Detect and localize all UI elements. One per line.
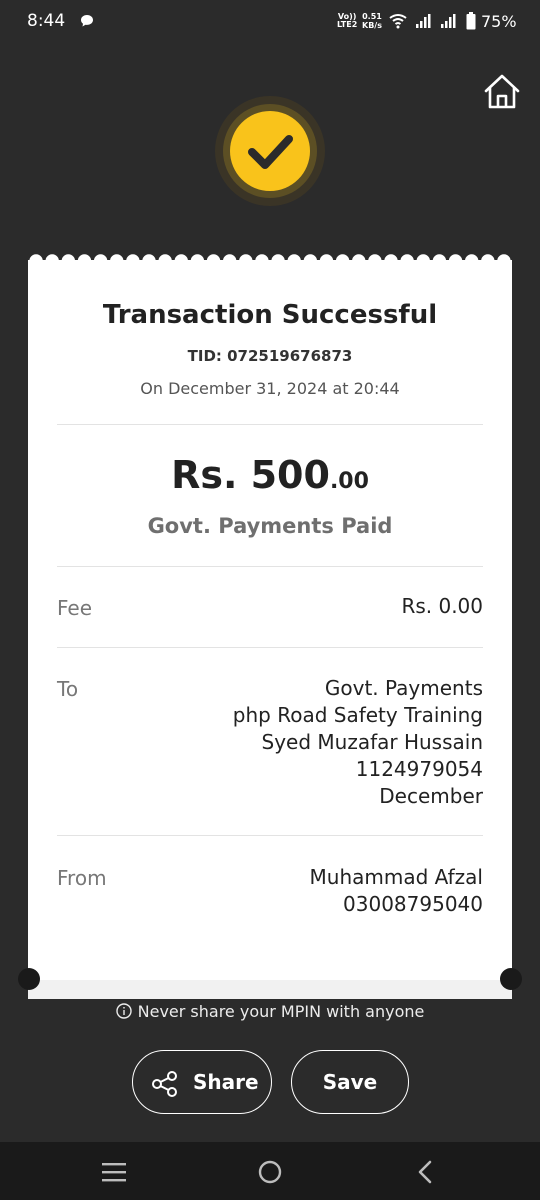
volte-indicator (337, 13, 357, 29)
volte-bottom-text: LTE2 (337, 20, 358, 29)
checkmark-icon (214, 95, 326, 207)
mpin-warning-text: Never share your MPIN with anyone (137, 1002, 425, 1021)
speed-unit: KB/s (362, 21, 382, 30)
signal-strength-icon (439, 13, 457, 29)
amount-decimal: .00 (329, 469, 369, 494)
receipt-notch-left (18, 968, 40, 990)
share-button[interactable] (132, 1050, 272, 1114)
status-time: 8:44 (27, 11, 66, 31)
divider (57, 424, 483, 425)
battery-percent: 75% (481, 12, 517, 31)
receipt-title: Transaction Successful (102, 300, 438, 330)
amount-main: Rs. 500 (171, 453, 330, 497)
signal-strength-icon (414, 13, 432, 29)
info-icon (116, 1003, 132, 1019)
nav-home-icon[interactable] (257, 1159, 283, 1185)
back-icon[interactable] (414, 1159, 436, 1185)
system-navigation-bar (0, 1142, 540, 1200)
status-bar (0, 0, 540, 44)
receipt-bottom-strip (28, 980, 512, 999)
network-speed (362, 12, 382, 30)
from-line: Muhammad Afzal (309, 865, 483, 889)
share-button-label: Share (193, 1070, 259, 1094)
transaction-id: TID: 072519676873 (187, 347, 353, 365)
to-line: 1124979054 (355, 757, 483, 781)
home-icon[interactable] (482, 72, 522, 112)
to-line: Govt. Payments (324, 676, 483, 700)
to-line: Syed Muzafar Hussain (261, 730, 483, 754)
fee-label: Fee (57, 596, 93, 620)
from-label: From (57, 866, 107, 890)
volte-top-text: Vo)) (337, 12, 357, 21)
save-button-label: Save (322, 1070, 378, 1094)
wifi-icon (389, 13, 407, 29)
fee-value (401, 593, 483, 620)
recent-apps-icon[interactable] (100, 1161, 128, 1183)
to-label: To (57, 677, 79, 701)
divider (57, 835, 483, 836)
mpin-warning (0, 1002, 540, 1021)
speed-value: 0.51 (362, 12, 382, 21)
divider (57, 647, 483, 648)
amount-caption: Govt. Payments Paid (147, 514, 393, 538)
to-line: php Road Safety Training (232, 703, 483, 727)
to-details (233, 675, 483, 810)
save-button[interactable] (291, 1050, 409, 1114)
share-icon (151, 1070, 179, 1098)
amount (0, 453, 540, 497)
from-line: 03008795040 (343, 892, 483, 916)
receipt-notch-right (500, 968, 522, 990)
fee-amount: Rs. 0.00 (401, 594, 483, 618)
from-details (310, 864, 483, 918)
to-line: December (379, 784, 483, 808)
divider (57, 566, 483, 567)
battery-icon (466, 12, 476, 30)
transaction-datetime: On December 31, 2024 at 20:44 (140, 379, 400, 398)
message-bubble-icon (80, 14, 94, 28)
